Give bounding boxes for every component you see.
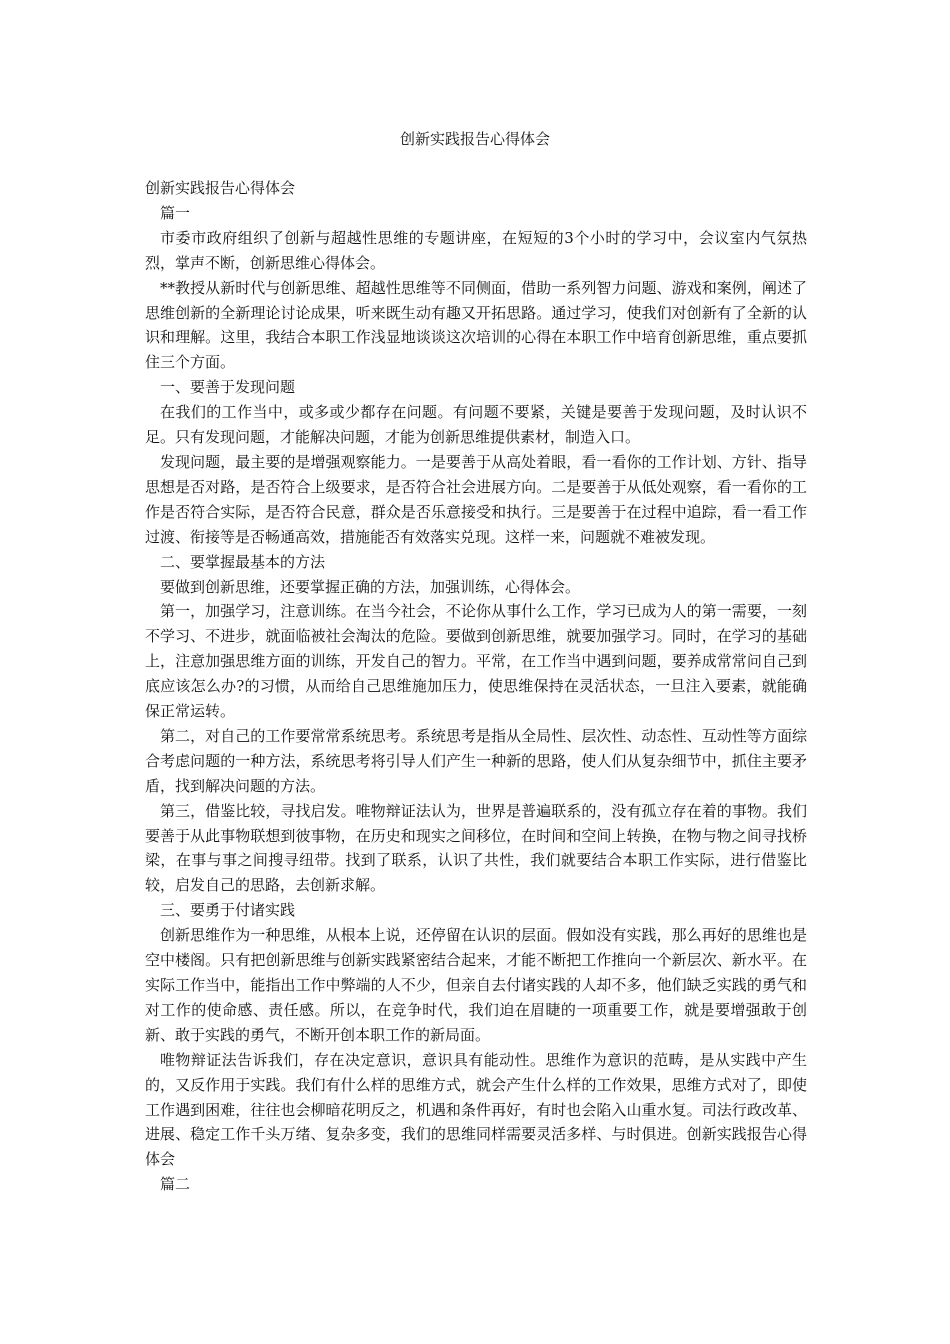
document-title: 创新实践报告心得体会 (399, 130, 550, 148)
paragraph: **教授从新时代与创新思维、超越性思维等不同侧面，借助一系列智力问题、游戏和案例，阐述了思维创新的全新理论讨论成果，听来既生动有趣又开拓思路。通过学习，使我们对创新有了全新的认识和理解。这里，我结合本职工作浅显地谈谈这次培训的心得在本职工作中培育创新思维，重点要抓住三个方面。 (145, 278, 807, 372)
paragraph: 创新思维作为一种思维，从根本上说，还停留在认识的层面。假如没有实践，那么再好的思维也是空中楼阁。只有把创新思维与创新实践紧密结合起来，才能不断把工作推向一个新层次、新水平。在实际工作当中，能指出工作中弊端的人不少，但亲自去付诸实践的人却不多，他们缺乏实践的勇气和对工作的使命感、责任感。所以，在竞争时代，我们迫在眉睫的一项重要工作，就是要增强敢于创新、敢于实践的勇气，不断开创本职工作的新局面。 (145, 926, 807, 1044)
paragraph: 市委市政府组织了创新与超越性思维的专题讲座，在短短的3个小时的学习中，会议室内气氛热烈，掌声不断，创新思维心得体会。 (145, 228, 807, 272)
paragraph: 第三，借鉴比较，寻找启发。唯物辩证法认为，世界是普遍联系的，没有孤立存在着的事物。我们要善于从此事物联想到彼事物，在历史和现实之间移位，在时间和空间上转换，在物与物之间寻找桥梁，在事与事之间搜寻纽带。找到了联系，认识了共性，我们就要结合本职工作实际，进行借鉴比较，启发自己的思路，去创新求解。 (145, 801, 807, 895)
paragraph: 发现问题，最主要的是增强观察能力。一是要善于从高处着眼，看一看你的工作计划、方针、指导思想是否对路，是否符合上级要求，是否符合社会进展方向。二是要善于从低处观察，看一看你的工作是否符合实际，是否符合民意，群众是否乐意接受和执行。三是要善于在过程中追踪，看一看工作过渡、衔接等是否畅通高效，措施能否有效落实兑现。这样一来，问题就不难被发现。 (145, 452, 807, 546)
paragraph: 第一，加强学习，注意训练。在当今社会，不论你从事什么工作，学习已成为人的第一需要，一刻不学习、不进步，就面临被社会淘汰的危险。要做到创新思维，就要加强学习。同时，在学习的基础上，注意加强思维方面的训练，开发自己的智力。平常，在工作当中遇到问题，要养成常常问自己到底应该怎么办?的习惯，从而给自己思维施加压力，使思维保持在灵活状态，一旦注入要素，就能确保正常运转。 (145, 602, 807, 721)
body-heading: 创新实践报告心得体会 (145, 179, 296, 197)
paragraph: 唯物辩证法告诉我们，存在决定意识，意识具有能动性。思维作为意识的范畴，是从实践中产生的，又反作用于实践。我们有什么样的思维方式，就会产生什么样的工作效果，思维方式对了，即使工作遇到困难，往往也会柳暗花明反之，机遇和条件再好，有时也会陷入山重水复。司法行政改革、进展、稳定工作千头万绪、复杂多变，我们的思维同样需要灵活多样、与时俱进。创新实践报告心得体会 (145, 1050, 807, 1169)
section-heading: 二、要掌握最基本的方法 (160, 552, 326, 571)
paragraph: 要做到创新思维，还要掌握正确的方法，加强训练，心得体会。 (160, 577, 581, 596)
paragraph: 第二，对自己的工作要常常系统思考。系统思考是指从全局性、层次性、动态性、互动性等方面综合考虑问题的一种方法，系统思考将引导人们产生一种新的思路，使人们从复杂细节中，抓住主要矛盾，找到解决问题的方法。 (145, 726, 807, 795)
section-label-part-2: 篇二 (160, 1175, 191, 1194)
paragraph: 在我们的工作当中，或多或少都存在问题。有问题不要紧，关键是要善于发现问题，及时认识不足。只有发现问题，才能解决问题，才能为创新思维提供素材，制造入口。 (145, 403, 807, 447)
section-heading: 三、要勇于付诸实践 (160, 901, 296, 920)
section-heading: 一、要善于发现问题 (160, 378, 296, 397)
section-label-part-1: 篇一 (160, 203, 191, 222)
document-body (145, 176, 807, 1197)
